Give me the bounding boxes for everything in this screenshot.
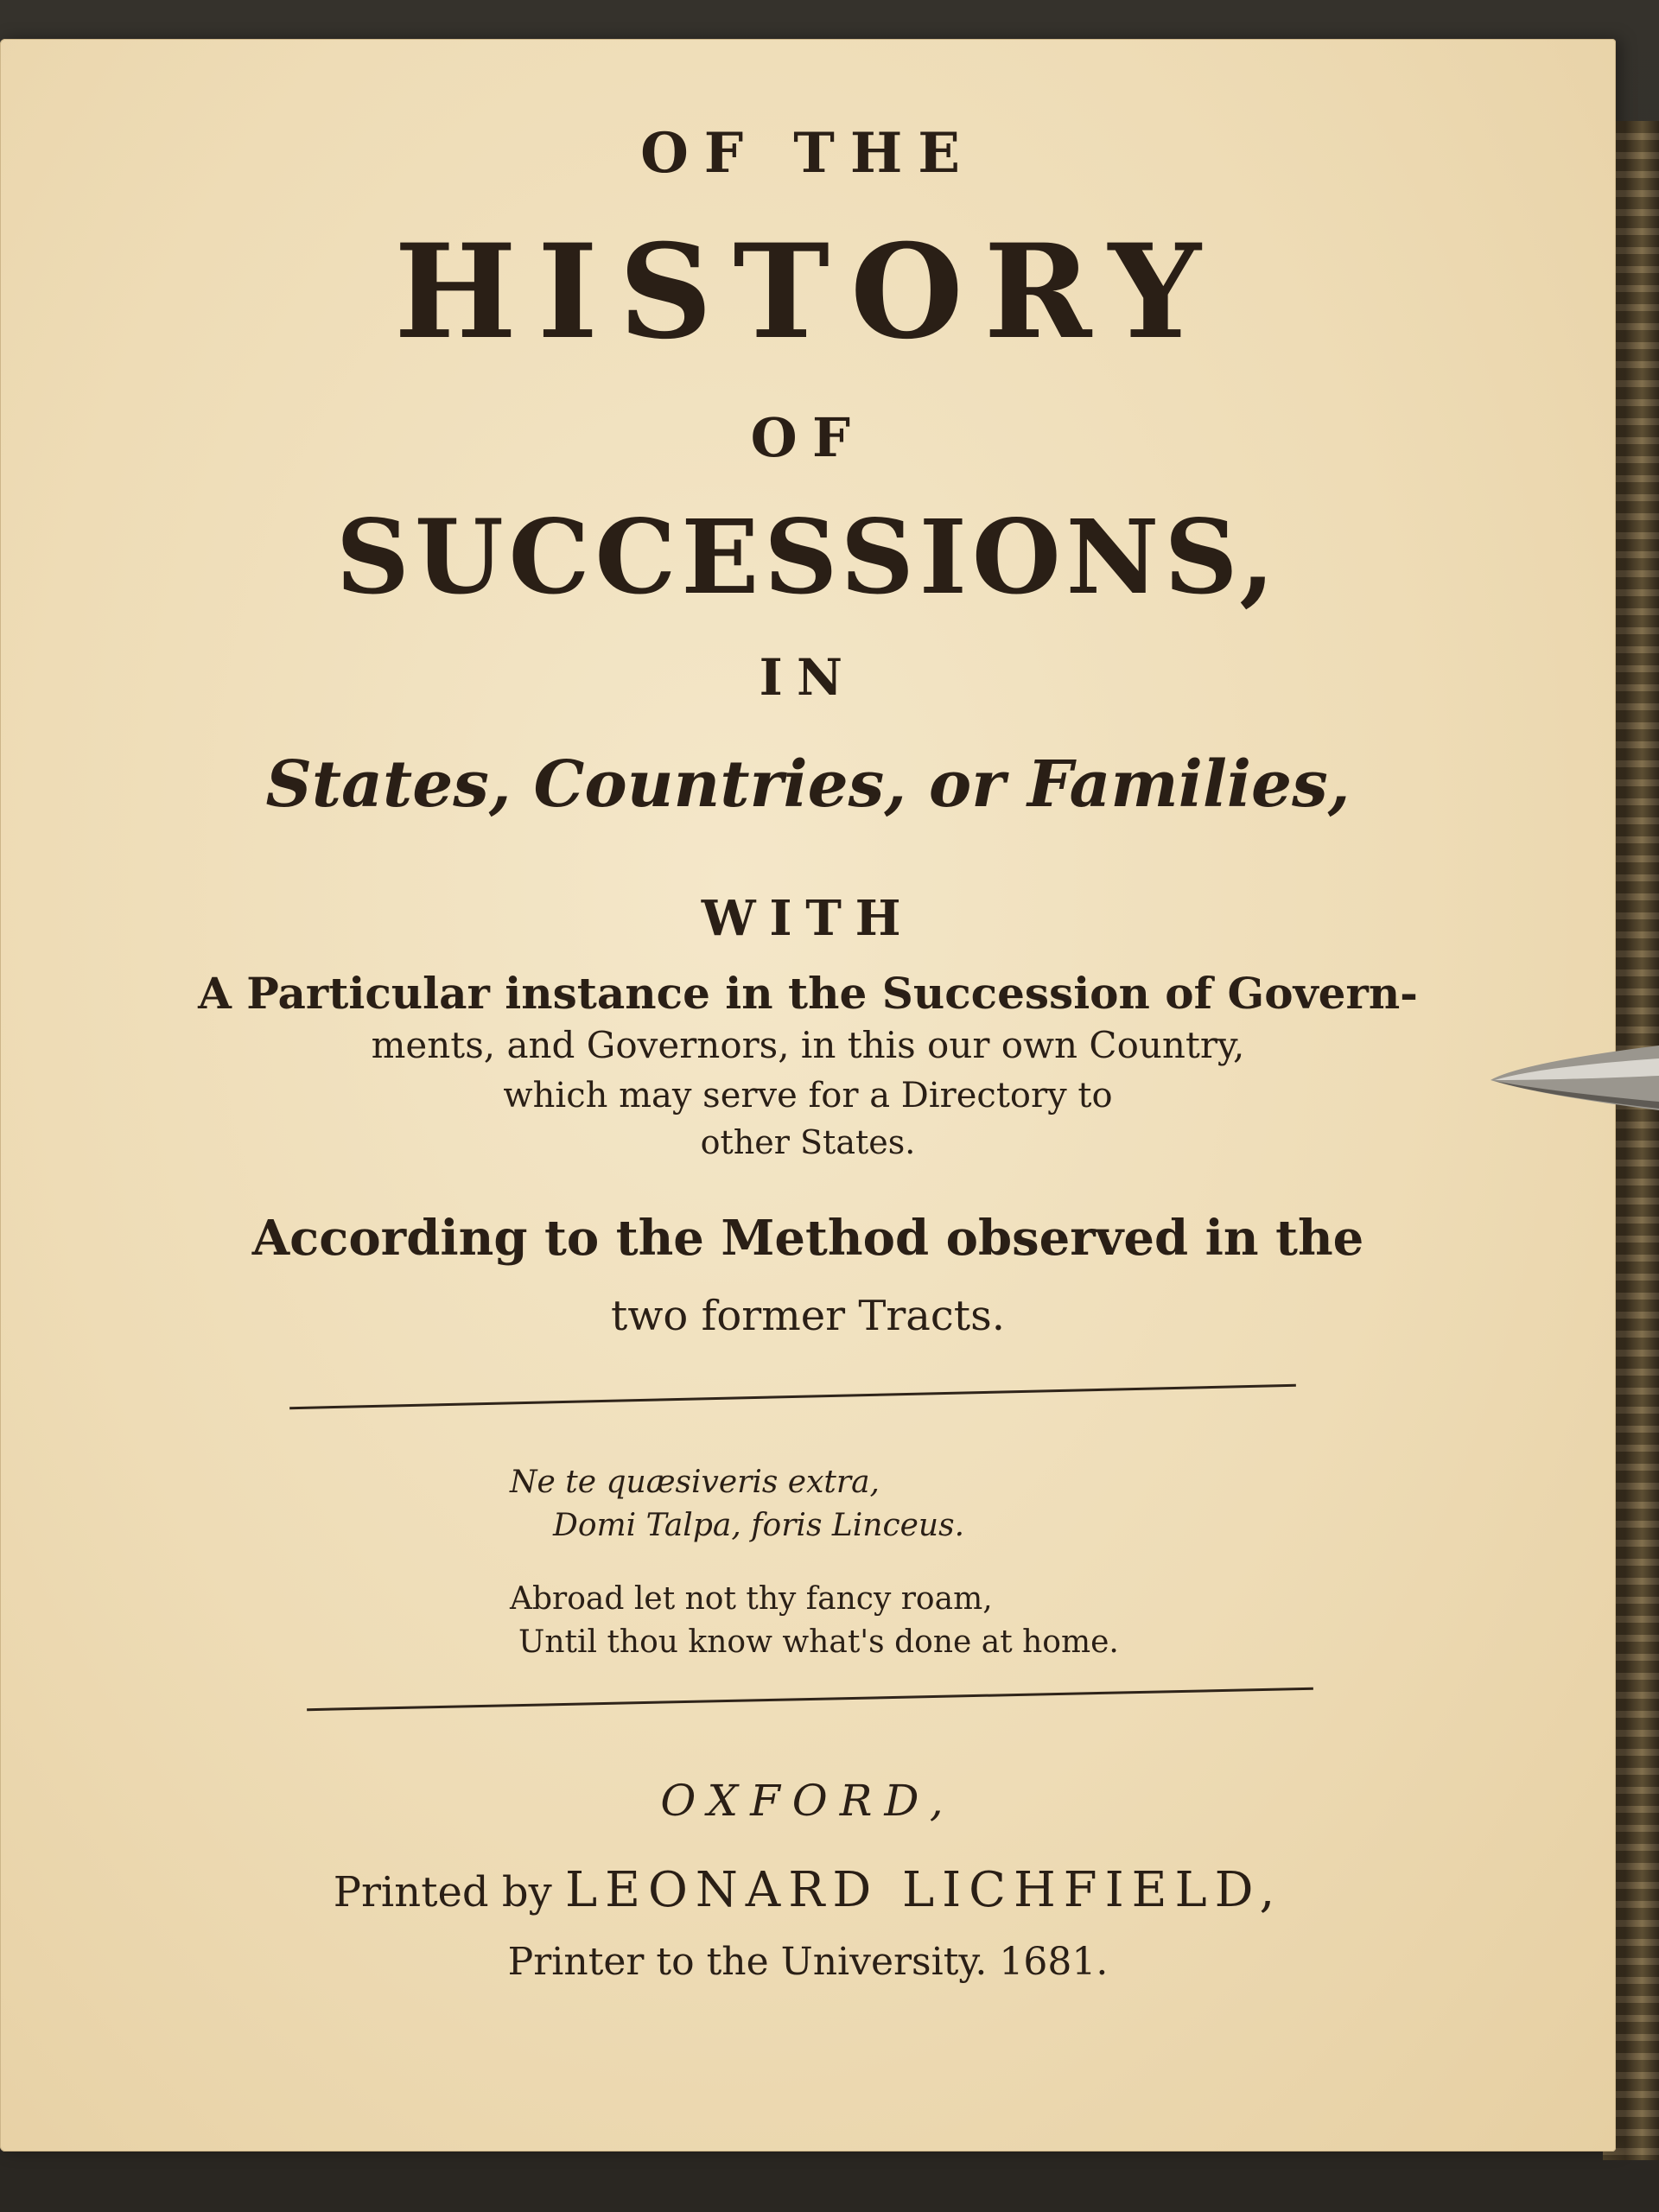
imprint-place: OXFORD, xyxy=(660,1776,956,1826)
motto-english-line-2: Until thou know what's done at home. xyxy=(518,1624,1119,1660)
description-line-4: other States. xyxy=(700,1123,916,1161)
description-line-1: A Particular instance in the Succession of Govern- xyxy=(198,968,1418,1019)
title-line-of: OF xyxy=(750,406,866,469)
method-line-2: two former Tracts. xyxy=(611,1292,1005,1340)
title-line-of-the: OF THE xyxy=(640,121,976,186)
imprint-printer-line xyxy=(0,1862,1616,1918)
bottom-divider-rule xyxy=(307,1688,1313,1711)
title-line-in: IN xyxy=(759,648,857,707)
metal-page-clip xyxy=(1486,1041,1659,1115)
title-history: HISTORY xyxy=(394,216,1222,368)
imprint-printer-prefix: Printed by xyxy=(333,1868,552,1916)
title-page xyxy=(0,39,1616,2152)
title-states-countries-families: States, Countries, or Families, xyxy=(265,747,1351,822)
method-line-1: According to the Method observed in the xyxy=(251,1210,1364,1267)
description-line-2: ments, and Governors, in this our own Country, xyxy=(371,1024,1245,1066)
imprint-university-line: Printer to the University. 1681. xyxy=(507,1940,1109,1984)
title-line-with: WITH xyxy=(701,890,915,947)
motto-latin-line-1: Ne te quæsiveris extra, xyxy=(510,1465,880,1500)
motto-latin-line-2: Domi Talpa, foris Linceus. xyxy=(553,1508,965,1543)
description-line-3: which may serve for a Directory to xyxy=(503,1076,1113,1116)
title-successions: SUCCESSIONS, xyxy=(335,497,1281,617)
top-divider-rule xyxy=(289,1384,1296,1409)
imprint-printer-name: LEONARD LICHFIELD, xyxy=(564,1862,1283,1918)
motto-english-line-1: Abroad let not thy fancy roam, xyxy=(510,1581,993,1617)
